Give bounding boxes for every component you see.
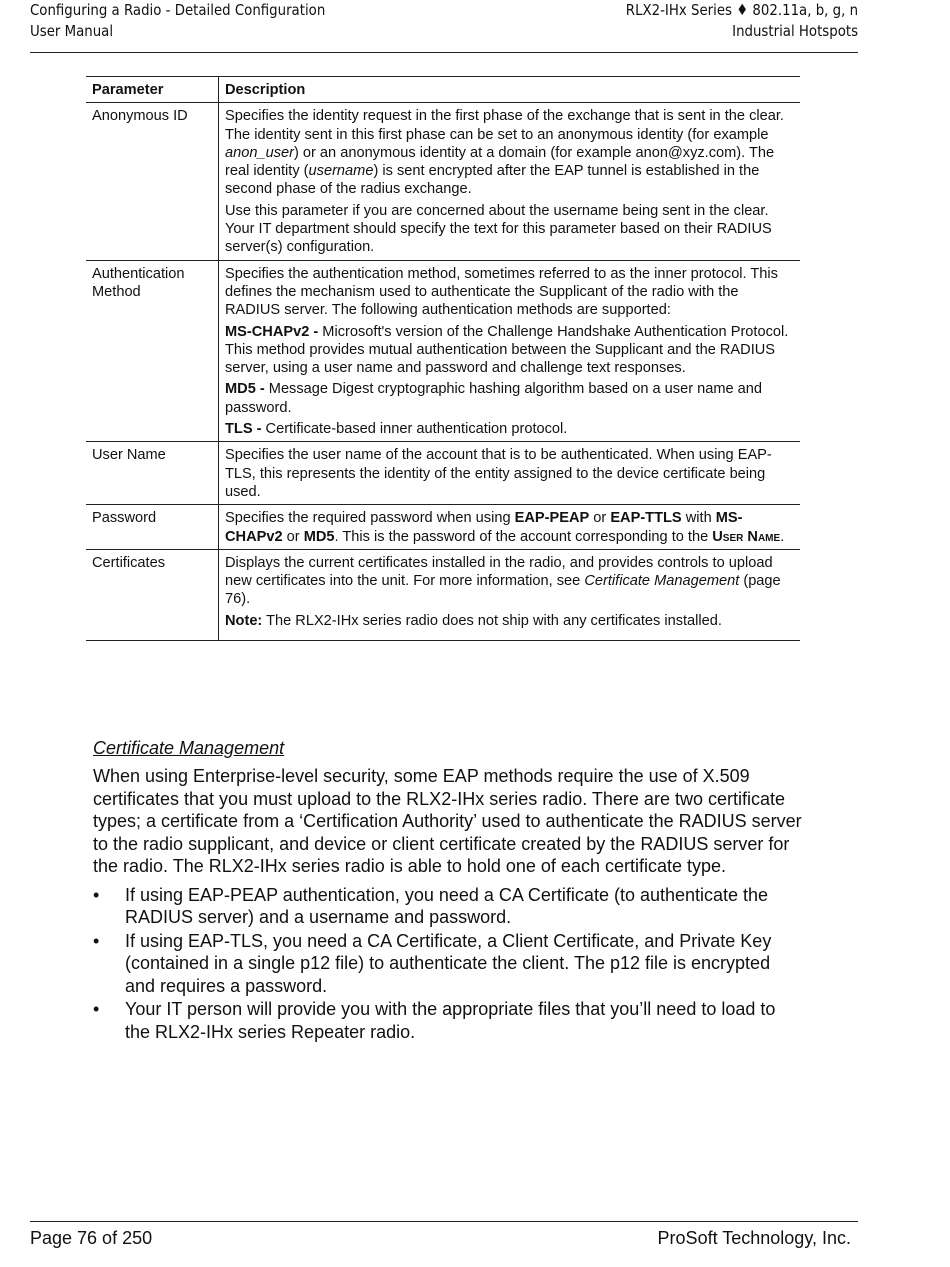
table-row: [86, 260, 800, 442]
text-run: or: [282, 528, 304, 545]
description-paragraph: [225, 323, 795, 378]
text-run: Microsoft's version of the Challenge Handshake Authentication Protocol. This method provides mutual authentication between the Supplicant and the RADIUS server, using a user name and password and challenge text responses.: [225, 323, 789, 377]
list-item: • If using EAP-TLS, you need a CA Certificate, a Client Certificate, and Private Key (contained in a single p12 file) to authenticate the client. The p12 file is encrypted and requires a password.: [93, 930, 805, 998]
text-run: ) is sent encrypted after the EAP tunnel is established in the second phase of the radius exchange.: [225, 163, 760, 198]
text-run: Specifies the required password when using: [225, 510, 515, 527]
section-body: [93, 765, 805, 1044]
header-chapter-title: Configuring a Radio - Detailed Configuration: [30, 1, 326, 19]
text-run: Certificate-based inner authentication protocol.: [261, 421, 568, 438]
param-name: Certificates: [86, 549, 219, 640]
text-run: or: [589, 510, 611, 527]
column-header-description: Description: [219, 77, 801, 103]
table-row: [86, 505, 800, 550]
param-name: Password: [86, 505, 219, 550]
bold-term: MS-CHAPv2 -: [225, 323, 319, 340]
text-run: The RLX2-IHx series radio does not ship with any certificates installed.: [262, 612, 722, 629]
page-number: Page 76 of 250: [30, 1228, 153, 1248]
text-run: Specifies the identity request in the first phase of the exchange that is sent in the clear. The identity sent in this first phase can be set to an anonymous identity (for example: [225, 108, 784, 143]
page-header: [30, 0, 858, 53]
param-name: User Name: [86, 442, 219, 505]
description-paragraph: [225, 554, 795, 609]
bold-term: TLS -: [225, 421, 262, 438]
header-product-series: RLX2-IHx Series ♦ 802.11a, b, g, n: [625, 1, 858, 19]
bullet-list: [93, 884, 805, 1044]
list-item: • If using EAP-PEAP authentication, you need a CA Certificate (to authenticate the RADIUS server) and a username and password.: [93, 884, 805, 929]
description-paragraph: [225, 380, 795, 417]
column-header-parameter: Parameter: [86, 77, 219, 103]
note-paragraph: [225, 612, 795, 630]
text-run: (page 76).: [225, 573, 781, 608]
param-description: [219, 549, 801, 640]
description-paragraph: Use this parameter if you are concerned about the username being sent in the clear. Your IT department should specify the text for this parameter based on their RADIUS server(s) configuration.: [225, 202, 772, 256]
description-paragraph: [225, 509, 795, 546]
param-name: Anonymous ID: [86, 103, 219, 260]
text-run: Message Digest cryptographic hashing algorithm based on a user name and password.: [225, 381, 763, 416]
text-run: with: [681, 510, 716, 527]
header-left: [30, 0, 325, 42]
header-product-category: Industrial Hotspots: [732, 22, 858, 40]
param-name: Authentication Method: [86, 260, 219, 442]
table-row: [86, 103, 800, 260]
italic-term: anon_user: [225, 144, 294, 161]
list-item: • Your IT person will provide you with the appropriate files that you’ll need to load to the RLX2-IHx series Repeater radio.: [93, 998, 805, 1043]
param-description: [219, 442, 801, 505]
bold-term: MS-CHAPv2: [225, 510, 743, 545]
table-row: [86, 442, 800, 505]
company-name: ProSoft Technology, Inc.: [657, 1228, 851, 1248]
text-run: . This is the password of the account corresponding to the: [334, 528, 713, 545]
bold-term: EAP-PEAP: [514, 510, 590, 527]
description-paragraph: [225, 420, 795, 438]
page-footer: [30, 1221, 858, 1248]
table-row: [86, 549, 800, 640]
description-paragraph: [225, 107, 795, 198]
text-run: Displays the current certificates installed in the radio, and provides controls to upload new certificates into the unit. For more information, see: [225, 554, 773, 590]
section-heading: Certificate Management: [93, 738, 285, 758]
text-run: ) or an anonymous identity at a domain (for example anon@xyz.com). The real identity (: [225, 144, 775, 180]
italic-term: username: [308, 163, 374, 180]
bold-term: MD5 -: [225, 381, 265, 398]
param-description: [219, 260, 801, 442]
header-doc-type: User Manual: [30, 22, 114, 40]
note-label: Note:: [225, 612, 263, 629]
bold-term: EAP-TTLS: [610, 510, 682, 527]
text-run: .: [780, 528, 785, 545]
parameter-table: [86, 76, 800, 641]
param-description: [219, 103, 801, 260]
description-paragraph: Specifies the authentication method, sometimes referred to as the inner protocol. This defines the mechanism used to authenticate the Supplicant of the radio with the RADIUS server. The following authentication methods are supported:: [225, 265, 778, 319]
small-caps-term: User Name: [712, 528, 781, 545]
description-paragraph: Specifies the user name of the account that is to be authenticated. When using EAP-TLS, this represents the identity of the entity assigned to the device certificate being used.: [225, 447, 772, 500]
body-paragraph: When using Enterprise-level security, some EAP methods require the use of X.509 certificates that you must upload to the RLX2-IHx series radio. There are two certificate types; a certificate from a ‘Certification Authority’ used to authenticate the RADIUS server to the radio supplicant, and device or client certificate created by the RADIUS server for the radio. The RLX2-IHx series radio is able to hold one of each certificate type.: [93, 766, 802, 876]
table-header-row: [86, 77, 800, 103]
param-description: [219, 505, 801, 550]
header-right: [626, 0, 858, 42]
cross-reference-link[interactable]: Certificate Management: [584, 573, 740, 590]
bold-term: MD5: [303, 528, 335, 545]
